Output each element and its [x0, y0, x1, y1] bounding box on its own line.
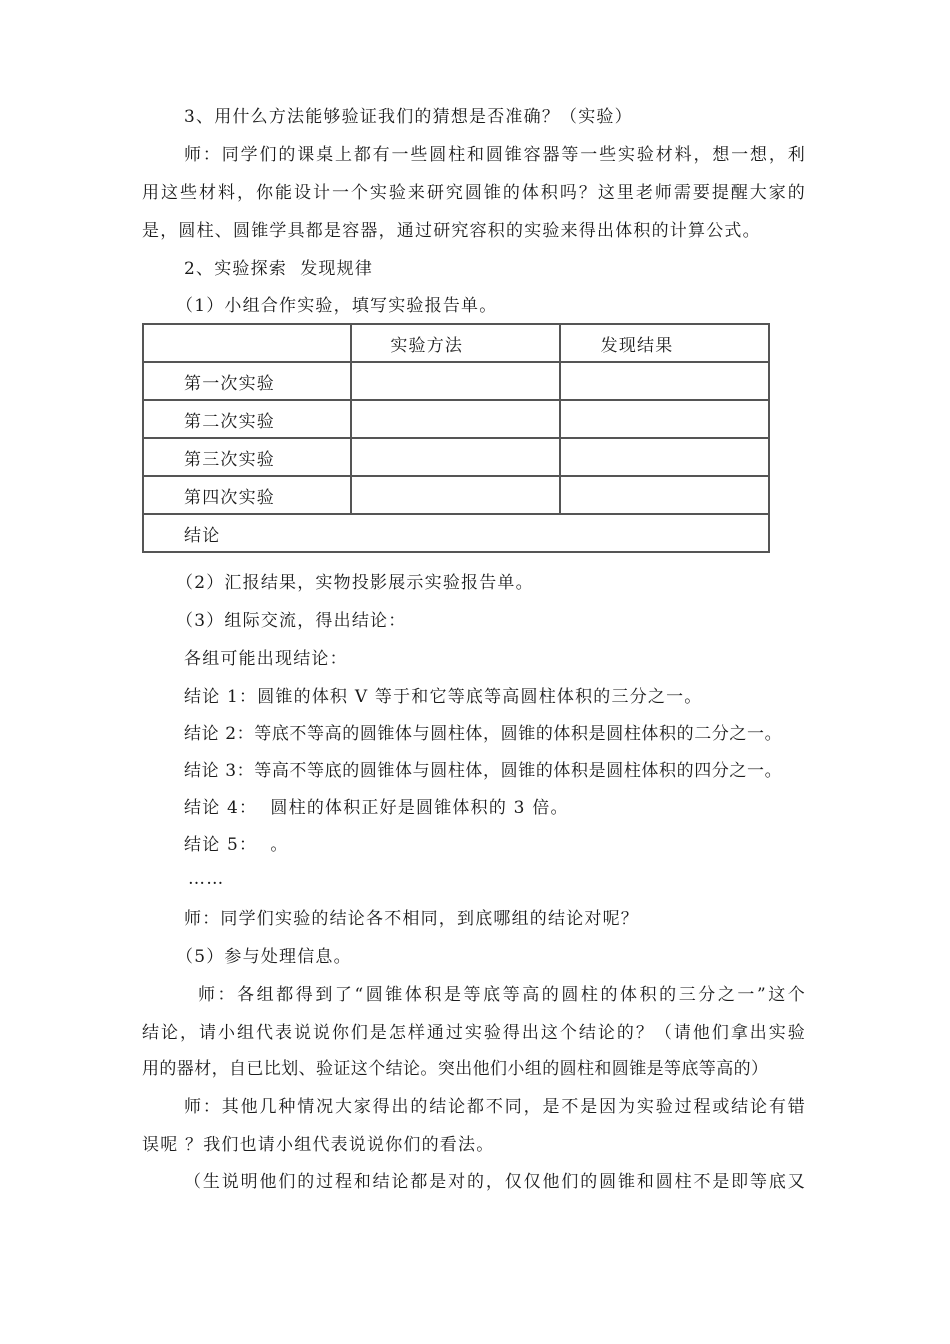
teacher-paragraph-3-line-2: 误呢 ？我们也请小组代表说说你们的看法。	[142, 1135, 495, 1155]
method-cell	[351, 400, 559, 438]
possible-conclusions-intro: 各组可能出现结论：	[184, 649, 348, 669]
conclusion-1: 结论 1：圆锥的体积 V 等于和它等底等高圆柱体积的三分之一。	[184, 687, 703, 707]
method-cell	[351, 476, 559, 514]
table-header-cell-empty	[143, 324, 351, 362]
result-cell	[560, 438, 769, 476]
conclusion-4: 结论 4： 圆柱的体积正好是圆锥体积的 3 倍。	[184, 798, 569, 818]
conclusion-label: 结论	[143, 514, 769, 552]
table-header-row	[143, 324, 769, 362]
teacher-question: 师：同学们实验的结论各不相同，到底哪组的结论对呢？	[184, 909, 639, 929]
result-cell	[560, 362, 769, 400]
row-label: 第二次实验	[143, 400, 351, 438]
result-cell	[560, 476, 769, 514]
method-cell	[351, 438, 559, 476]
ellipsis: ……	[188, 869, 225, 889]
table-row	[143, 476, 769, 514]
row-label: 第一次实验	[143, 362, 351, 400]
teacher-paragraph-line-2: 用这些材料，你能设计一个实验来研究圆锥的体积吗？这里老师需要提醒大家的	[142, 183, 806, 203]
experiment-report-table	[142, 323, 770, 553]
teacher-paragraph-2-line-1: 师：各组都得到了“圆锥体积是等底等高的圆柱的体积的三分之一”这个	[198, 985, 806, 1005]
conclusion-3: 结论 3：等高不等底的圆锥体与圆柱体，圆锥的体积是圆柱体积的四分之一。	[184, 761, 783, 781]
paragraph-question-3: 3、用什么方法能够验证我们的猜想是否准确？（实验）	[184, 107, 633, 127]
row-label: 第四次实验	[143, 476, 351, 514]
table-row	[143, 362, 769, 400]
conclusion-row	[143, 514, 769, 552]
table-row	[143, 438, 769, 476]
step-2-report: （2）汇报结果，实物投影展示实验报告单。	[176, 573, 534, 593]
table-row	[143, 400, 769, 438]
conclusion-2: 结论 2：等底不等高的圆锥体与圆柱体，圆锥的体积是圆柱体积的二分之一。	[184, 724, 783, 744]
step-1-instruction: （1）小组合作实验，填写实验报告单。	[176, 296, 498, 316]
teacher-paragraph-3-line-1: 师：其他几种情况大家得出的结论都不同，是不是因为实验过程或结论有错	[184, 1097, 806, 1117]
teacher-paragraph-2-line-2: 结论，请小组代表说说你们是怎样通过实验得出这个结论的？（请他们拿出实验	[142, 1023, 806, 1043]
row-label: 第三次实验	[143, 438, 351, 476]
teacher-paragraph-line-3: 是，圆柱、圆锥学具都是容器，通过研究容积的实验来得出体积的计算公式。	[142, 221, 761, 241]
student-explanation-line: （生说明他们的过程和结论都是对的，仅仅他们的圆锥和圆柱不是即等底又	[184, 1172, 806, 1192]
teacher-paragraph-2-line-3: 用的器材，自已比划、验证这个结论。突出他们小组的圆柱和圆锥是等底等高的）	[142, 1059, 769, 1079]
method-cell	[351, 362, 559, 400]
step-3-exchange: （3）组际交流，得出结论：	[176, 611, 407, 631]
section-heading-experiment: 2、实验探索 发现规律	[184, 259, 374, 279]
conclusion-5: 结论 5： 。	[184, 835, 289, 855]
step-5-process-info: （5）参与处理信息。	[176, 947, 352, 967]
table-header-method: 实验方法	[351, 324, 559, 362]
result-cell	[560, 400, 769, 438]
teacher-paragraph-line-1: 师：同学们的课桌上都有一些圆柱和圆锥容器等一些实验材料，想一想，利	[184, 145, 806, 165]
table-header-result: 发现结果	[560, 324, 769, 362]
